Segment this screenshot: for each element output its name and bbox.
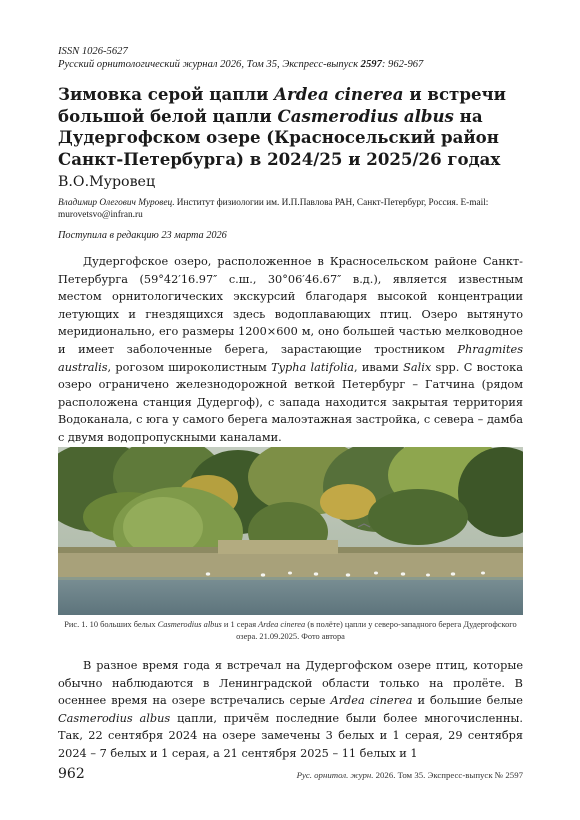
figure-photo [58,447,523,615]
journal-header [58,45,538,71]
page-number: 962 [58,766,85,782]
species-name: Ardea cinerea [330,694,413,708]
footer-citation: Рус. орнитол. журн. 2026. Том 35. Экспресс-выпуск № 2597 [296,770,523,780]
received-date: Поступила в редакцию 23 марта 2026 [58,230,227,241]
species-name: Ardea cinerea [274,84,404,104]
species-name: Typha latifolia [271,360,354,374]
author-name: В.О.Муровец [58,174,156,190]
issue-number: 2597 [360,59,382,70]
author-full-name: Владимир Олегович Муровец [58,198,173,208]
lake-photo-illustration [58,447,523,615]
genus-name: Salix [403,360,432,374]
species-name: Ardea cinerea [258,620,306,629]
article-title: Зимовка серой цапли Ardea cinerea и встречи большой белой цапли Casmerodius albus на Дудергофском озере (Красносельский район Санкт-Петербурга) в 2024/25 и 2025/26 годах [58,84,506,169]
issn-line: ISSN 1026-5627 [58,46,128,57]
species-name: Casmerodius albus [157,620,222,629]
body-paragraph: В разное время года я встречал на Дудергофском озере птиц, которые обычно наблюдаются в Ленинградской области только на пролёте. В осеннее время на озере встречались серые Ardea cinerea и большие белые Casmerodius albus цапли, причём последние были более многочисленны. Так, 22 сентября 2024 на озере замечены 3 белых и 1 серая, 29 сентября 2024 – 7 белых и 1 серая, а 21 сентября 2025 – 11 белых и 1 [58,659,524,760]
species-name: Casmerodius albus [58,711,171,725]
species-name: Phragmites australis [58,342,523,374]
figure-caption: Рис. 1. 10 больших белых Casmerodius albus и 1 серая Ardea cinerea (в полёте) цапли у северо-западного берега Дудергофского озера. 21.09.2025. Фото автора [64,620,517,641]
species-name: Casmerodius albus [277,105,454,126]
body-paragraph: Дудергофское озеро, расположенное в Красносельском районе Санкт-Петербурга (59°42′16.97″ с.ш., 30°06′46.67″ в.д.), является известным местом орнитологических экскурсий благодаря высокой концентрации летующих и гнездящихся здесь водоплавающих птиц. Озеро вытянуто меридионально, его размеры 1200×600 м, оно большей частью мелководное и имеет заболоченные берега, зарастающие тростником Phragmites australis, рогозом широколистным Typha latifolia, ивами Salix spp. С востока озеро ограничено железнодорожной веткой Петербург – Гатчина (рядом расположена станция Дудергоф), с запада находится закрытая территория Водоканала, с юга у самого берега малоэтажная застройка, с севера – дамба с двумя водопропускными каналами. [58,255,523,444]
author-affiliation: Владимир Олегович Муровец. Институт физиологии им. И.П.Павлова РАН, Санкт-Петербург, Россия. E-mail: murovetsvo@infran.ru [58,198,489,220]
journal-citation-line: Русский орнитологический журнал 2026, Том 35, Экспресс-выпуск 2597: 962-967 [58,59,424,70]
